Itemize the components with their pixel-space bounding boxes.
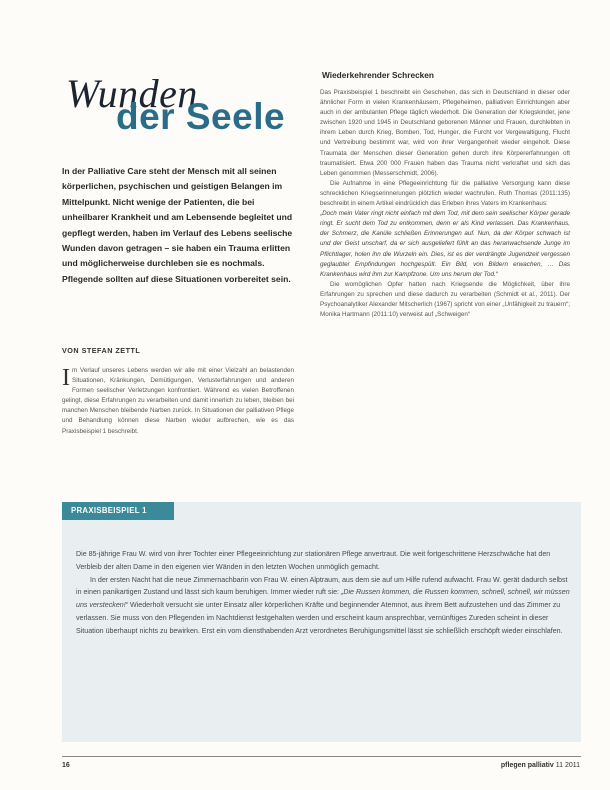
case-p2-after: Wiederholt versucht sie unter Einsatz aller körperlichen Kräfte und beginnender Atemnot, aus ihrem Bett aufzustehen und das Zimmer zu verlassen. Sie muss von den Pflegenden im Nachtdienst festgehalten werden und erscheint kaum ansprechbar, vernünftiges Zureden scheint in dieser Situation überhaupt nichts zu bewirken. Erst ein vom diensthabenden Arzt verordnetes Beruhigungsmittel lässt sie schließlich erschöpft wieder einschlafen. [76, 601, 563, 635]
case-paragraph-2 [76, 574, 572, 638]
left-body-text [62, 366, 294, 437]
case-example-label: PRAXISBEISPIEL 1 [71, 506, 147, 515]
lead-paragraph: In der Palliative Care steht der Mensch mit all seinen körperlichen, psychischen und geistigen Belangen im Mittelpunkt. Nicht wenige der Patienten, die bei unheilbarer Krankheit und am Lebensende begleitet und gepflegt werden, haben im Verlauf des Lebens seelische Wunden davon getragen – sie haben ein Trauma erlitten und möglicherweise durchleben sie es nochmals. Pflegende sollten auf diese Situationen vorbereitet sein. [62, 166, 293, 284]
page-number: 16 [62, 762, 70, 769]
journal-info [501, 762, 580, 769]
right-body-text [320, 88, 570, 320]
case-paragraph-1: Die 85-jährige Frau W. wird von ihrer Tochter einer Pflegeeinrichtung zur stationären Pflege anvertraut. Die weit fortgeschrittene Herzschwäche hat den Verbleib der alten Dame in den eigenen vier Wänden in den letzten Wochen unmöglich gemacht. [76, 550, 551, 571]
footer-rule [62, 756, 581, 757]
case-p2-before: In der ersten Nacht hat die neue Zimmernachbarin von Frau W. einen Alptraum, aus dem sie auf um Hilfe rufend aufwacht. Frau W. gerät dadurch selbst in einen panikartigen Zustand und lässt sich kaum beruhigen. Immer wieder ruft sie: [76, 575, 568, 597]
right-paragraph-3: Die womöglichen Opfer hatten nach Kriegsende die Möglichkeit, über ihre Erfahrungen zu sprechen und diese dadurch zu verarbeiten (Schmidt et al., 2011). Der Psychoanalytiker Alexander Mitscherlich (1967) spricht von einer „Unfähigkeit zu trauern“; Monika Hartmann (2011:10) verweist auf „Schweigen“ [320, 280, 570, 319]
title-line-1: Wunden [66, 71, 198, 116]
journal-issue: 11 2011 [555, 762, 580, 769]
drop-cap: I [62, 365, 70, 391]
right-paragraph-1: Das Praxisbeispiel 1 beschreibt ein Geschehen, das sich in Deutschland in dieser oder ähnlicher Form in vielen Krankenhäusern, Pflegeheimen, palliativen Einrichtungen aber auch in der ambulanten Pflege täglich wiederholt. Die Generation der Kriegskinder, jene zwischen 1920 und 1945 in Deutschland geborenen Männer und Frauen, durchlebten in ihrem Leben durch Krieg, Bomben, Tod, Hunger, die Furcht vor Vergewaltigung, Flucht und Vertreibung bestimmt war, wird von ihrer Vergangenheit wieder eingeholt. Diese Traumata der Menschen dieser Generation gehen durch ihre Körpererfahrungen oft traumatisiert. Etwa 200 000 Frauen haben das Trauma nicht verkraftet und sich das Leben genommen (Messerschmidt, 2006). [320, 89, 570, 177]
case-example-text [76, 548, 572, 638]
title-line-2: der Seele [116, 96, 286, 137]
left-body-paragraph: m Verlauf unseres Lebens werden wir alle mit einer Vielzahl an belastenden Situationen, Kränkungen, Demütigungen, Verlusterfahrungen und anderen Formen seelischer Verletzungen konfrontiert. Während es vielen Betroffenen gelingt, diese Erfahrungen zu verarbeiten und damit innerlich zu leben, bleiben bei manchen Menschen bleibende Narben zurück. In Situationen der palliativen Pflege und Behandlung können diese Narben wieder aufbrechen, wie es das Praxisbeispiel 1 beschreibt. [62, 367, 294, 435]
journal-name: pflegen palliativ [500, 762, 554, 769]
case-p2-quote: „Die Russen kommen, die Russen kommen, schnell, schnell, wir müssen uns verstecken!“ [76, 588, 570, 610]
byline: VON STEFAN ZETTL [62, 346, 141, 355]
section-heading: Wiederkehrender Schrecken [322, 70, 434, 80]
case-example-tab [62, 502, 174, 520]
right-quote: „Doch mein Vater ringt nicht einfach mit dem Tod, mit dem sein seelischer Körper gerade ringt. Er sucht dem Tod zu entkommen, denn er als Kind verlassen. Das Krankenhaus, der Schmerz, die Kanüle schließen Erinnerungen auf. Nun, da der Körper schwach ist und der Geist unscharf, da er sich ausgeliefert fühlt an das heranwachsende Junge im Pflichtlager, holen ihn die Wurzeln ein. Dies, ist es der verdrängte Jugendzeit vergessen geglaubter Empfindungen hochgespült. Ein Bild, von Bildern erwachen, … Das Krankenhaus wird ihm zur Kampfzone. Um uns herum der Tod.“ [320, 210, 570, 278]
right-paragraph-2: Die Aufnahme in eine Pflegeeinrichtung für die palliative Versorgung kann diese schrecklichen Kriegserinnerungen plötzlich wieder wachrufen. Ruth Thomas (2011:135) beschreibt in einem Artikel eindrücklich das Erleben ihres Vaters im Krankenhaus: [320, 179, 570, 208]
